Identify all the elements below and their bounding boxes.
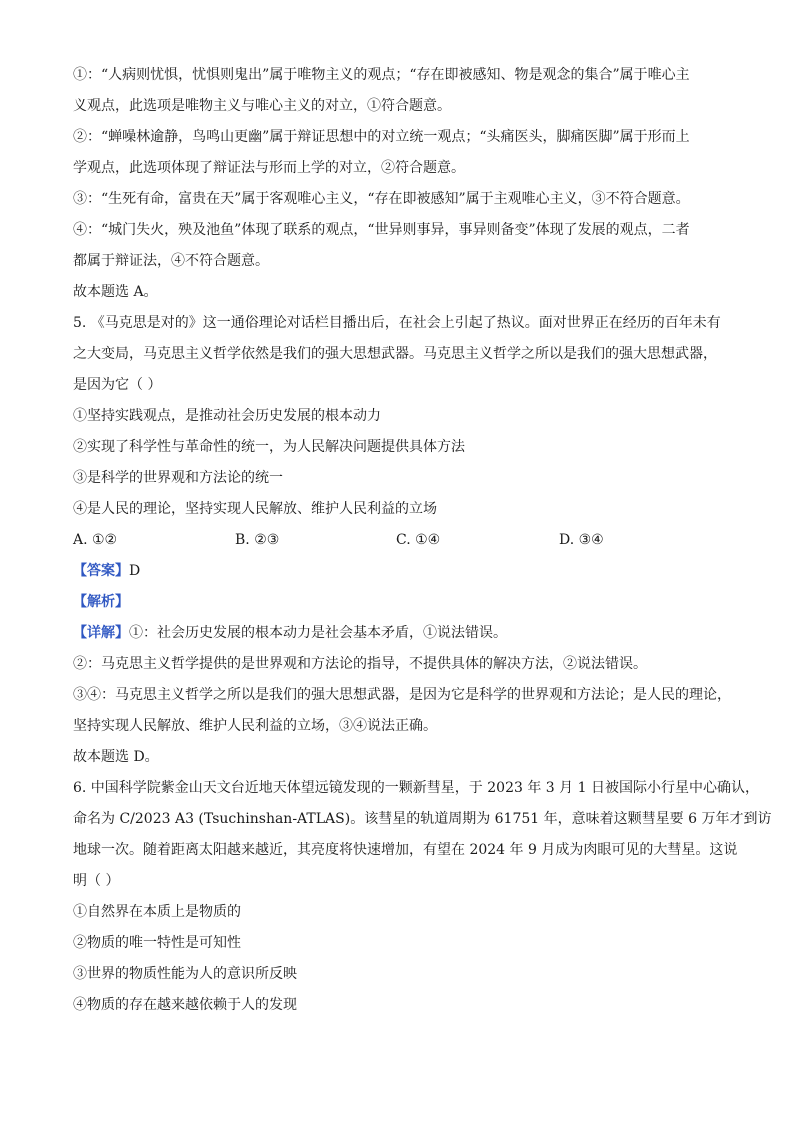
statement-1: ①坚持实践观点，是推动社会历史发展的根本动力 — [73, 408, 381, 424]
statement-3: ③世界的物质性能为人的意识所反映 — [73, 966, 297, 982]
detail-text-line: 坚持实现人民解放、维护人民利益的立场，③④说法正确。 — [73, 718, 437, 734]
question-6 — [73, 773, 772, 1021]
statement-4: ④是人民的理论，坚持实现人民解放、维护人民利益的立场 — [73, 501, 437, 517]
statement-2: ②物质的唯一特性是可知性 — [73, 935, 241, 951]
question-stem-line: 之大变局，马克思主义哲学依然是我们的强大思想武器。马克思主义哲学之所以是我们的强大思想武器， — [73, 346, 717, 362]
question-5 — [73, 308, 731, 773]
option-a: A. ①② — [73, 532, 118, 548]
text-line: ③：“生死有命，富贵在天”属于客观唯心主义，“存在即被感知”属于主观唯心主义，③不符合题意。 — [73, 191, 690, 207]
question-stem-line: 6. 中国科学院紫金山天文台近地天体望远镜发现的一颗新彗星，于 2023 年 3 月 1 日被国际小行星中心确认， — [73, 780, 759, 796]
option-c: C. ①④ — [396, 532, 441, 548]
detail-text-line: ②：马克思主义哲学提供的是世界观和方法论的指导，不提供具体的解决方法，②说法错误。 — [73, 656, 647, 672]
answer-line — [73, 556, 723, 587]
conclusion-line: 故本题选 A。 — [73, 284, 158, 300]
detail-text-line: ③④：马克思主义哲学之所以是我们的强大思想武器，是因为它是科学的世界观和方法论；是人民的理论， — [73, 687, 731, 703]
question-stem-line: 是因为它（ ） — [73, 377, 162, 393]
question-stem-line: 地球一次。随着距离太阳越来越近，其亮度将快速增加，有望在 2024 年 9 月成为肉眼可见的大彗星。这说 — [73, 842, 738, 858]
answer-tag: 【答案】 — [73, 563, 129, 579]
statement-1: ①自然界在本质上是物质的 — [73, 904, 241, 920]
detail-tag: 【详解】 — [73, 625, 129, 641]
detail-line — [73, 618, 723, 649]
answer-options — [73, 525, 723, 556]
text-line: ②：“蝉噪林逾静，鸟鸣山更幽”属于辩证思想中的对立统一观点；“头痛医头，脚痛医脚”属于形而上 — [73, 129, 690, 145]
option-b: B. ②③ — [235, 532, 280, 548]
document-page — [73, 60, 772, 1021]
question-stem-line: 命名为 C/2023 A3 (Tsuchinshan-ATLAS)。该彗星的轨道周期为 61751 年，意味着这颗彗星要 6 万年才到访 — [73, 811, 772, 827]
text-line: ①：“人病则忧惧，忧惧则鬼出”属于唯物主义的观点；“存在即被感知、物是观念的集合”属于唯心主 — [73, 67, 690, 83]
conclusion-line: 故本题选 D。 — [73, 749, 159, 765]
detail-text: ①：社会历史发展的根本动力是社会基本矛盾，①说法错误。 — [129, 625, 507, 641]
analysis-tag: 【解析】 — [73, 594, 129, 610]
statement-2: ②实现了科学性与革命性的统一，为人民解决问题提供具体方法 — [73, 439, 465, 455]
text-line: ④：“城门失火，殃及池鱼”体现了联系的观点，“世异则事异，事异则备变”体现了发展的观点，二者 — [73, 222, 690, 238]
question-stem-line: 5. 《马克思是对的》这一通俗理论对话栏目播出后，在社会上引起了热议。面对世界正在经历的百年未有 — [73, 315, 721, 331]
statement-4: ④物质的存在越来越依赖于人的发现 — [73, 997, 297, 1013]
option-d: D. ③④ — [559, 532, 604, 548]
question-stem-line: 明（ ） — [73, 873, 120, 889]
statement-3: ③是科学的世界观和方法论的统一 — [73, 470, 283, 486]
text-line: 都属于辩证法，④不符合题意。 — [73, 253, 269, 269]
analysis-line — [73, 587, 723, 618]
previous-question-analysis — [73, 60, 723, 308]
text-line: 学观点，此选项体现了辩证法与形而上学的对立，②符合题意。 — [73, 160, 465, 176]
answer-value: D — [129, 563, 141, 579]
text-line: 义观点，此选项是唯物主义与唯心主义的对立，①符合题意。 — [73, 98, 451, 114]
